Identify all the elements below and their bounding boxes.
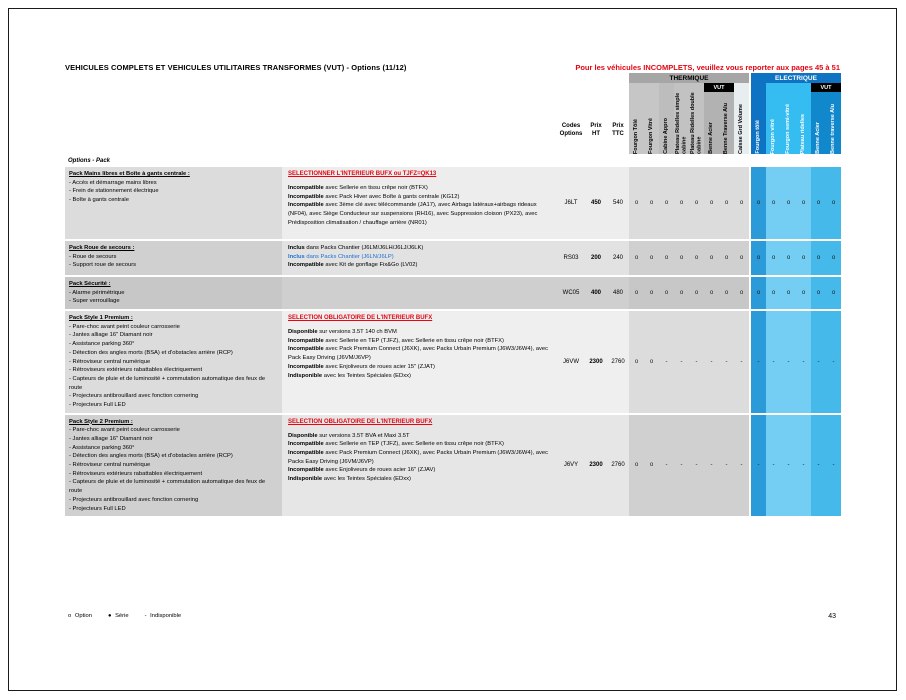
option-item: - Capteurs de pluie et de luminosité + commutation automatique des feux de route xyxy=(69,479,266,495)
option-title: Pack Mains libres et Boîte à gants centrale : xyxy=(69,171,190,177)
option-item: - Rétroviseurs extérieurs rabattables électriquement xyxy=(69,367,203,374)
column-header-label: Fourgon Vitré xyxy=(648,118,655,154)
price-ht-cell: 200 xyxy=(585,241,607,275)
option-row xyxy=(65,311,845,413)
availability-cell: o xyxy=(781,241,796,275)
note-line: Incompatible avec Sellerie en TEP (TJFZ), avec Sellerie en tissu crêpe noir (BTFX) xyxy=(288,337,504,344)
price-ht-cell: 2300 xyxy=(585,415,607,517)
price-ttc-cell: 240 xyxy=(607,241,629,275)
price-ttc-cell: 2760 xyxy=(607,311,629,413)
note-line: Disponible sur versions 3.5T BVA et Maxi 3.5T xyxy=(288,432,410,439)
note-header: SELECTIONNER L'INTERIEUR BUFX ou TJFZ=QK13 xyxy=(288,171,437,177)
option-code-cell: J6VW xyxy=(557,311,585,413)
availability-cell: - xyxy=(751,311,766,413)
options-table xyxy=(65,73,845,518)
column-header-label: Plateau ridelles xyxy=(800,113,807,154)
note-line: Disponible sur versions 3.5T 140 ch BVM xyxy=(288,329,397,336)
availability-cell: o xyxy=(644,241,659,275)
availability-cell: - xyxy=(796,311,811,413)
option-item: - Pare-choc avant peint couleur carrosserie xyxy=(69,323,180,330)
availability-cell: o xyxy=(811,241,826,275)
option-item: - Jantes alliage 16" Diamant noir xyxy=(69,332,153,339)
note-lead: Inclus xyxy=(288,245,305,251)
option-description-cell xyxy=(65,415,282,517)
option-item: - Projecteurs antibrouillard avec fonction cornering xyxy=(69,496,199,503)
prix-ht-header: Prix HT xyxy=(585,83,607,154)
column-group-thermique: THERMIQUE xyxy=(629,73,749,83)
availability-cell: o xyxy=(751,277,766,309)
column-header-1 xyxy=(644,83,659,154)
availability-cell: o xyxy=(674,241,689,275)
column-header-3 xyxy=(674,83,689,154)
availability-cell: o xyxy=(826,277,841,309)
price-ht-cell: 400 xyxy=(585,277,607,309)
note-line: Indisponible avec les Teintes Spéciales (EDxx) xyxy=(288,476,411,483)
availability-cell: o xyxy=(734,241,749,275)
note-lead: Incompatible xyxy=(288,185,324,191)
availability-cell: o xyxy=(689,277,704,309)
incomplete-vehicles-note: Pour les véhicules INCOMPLETS, veuillez vous reporter aux pages 45 à 51 xyxy=(575,63,840,72)
legend-symbol: ● xyxy=(107,613,112,619)
availability-cell: o xyxy=(734,167,749,239)
note-lead: Incompatible xyxy=(288,337,324,344)
column-header-9 xyxy=(766,83,781,154)
column-header-label: Benne Acier xyxy=(815,122,822,154)
option-title: Pack Roue de secours : xyxy=(69,245,135,251)
option-row xyxy=(65,241,845,275)
option-item: - Rétroviseurs extérieurs rabattables électriquement xyxy=(69,470,203,477)
availability-cell: o xyxy=(796,277,811,309)
option-item: - Super verrouillage xyxy=(69,298,120,305)
option-item: - Roue de secours xyxy=(69,253,117,260)
column-header-label: Cabine Appro xyxy=(663,118,670,154)
availability-cell: - xyxy=(781,415,796,517)
page-title: VEHICULES COMPLETS ET VEHICULES UTILITAIRES TRANSFORMES (VUT) - Options (11/12) xyxy=(65,63,407,72)
option-description-cell xyxy=(65,311,282,413)
vut-band: VUT xyxy=(704,83,734,92)
page-number: 43 xyxy=(828,613,836,620)
price-ht-cell: 450 xyxy=(585,167,607,239)
availability-cell: o xyxy=(704,241,719,275)
availability-cell: - xyxy=(734,311,749,413)
availability-cell: - xyxy=(689,311,704,413)
availability-cell: o xyxy=(629,241,644,275)
option-item: - Frein de stationnement électrique xyxy=(69,188,159,195)
section-label: Options - Pack xyxy=(68,157,111,164)
availability-cell: o xyxy=(659,241,674,275)
option-notes-cell xyxy=(282,311,557,413)
availability-cell: o xyxy=(781,167,796,239)
column-header-label: Fourgon vitré xyxy=(770,118,777,154)
column-header-label: Caisse Grd Volume xyxy=(738,103,745,154)
option-item: - Capteurs de pluie et de luminosité + commutation automatique des feux de route xyxy=(69,375,266,391)
availability-cell: - xyxy=(704,311,719,413)
column-header-6 xyxy=(719,83,734,154)
note-line: Incompatible avec Enjoliveurs de roues acier 16" (ZJAV) xyxy=(288,467,436,474)
availability-cell: o xyxy=(674,167,689,239)
availability-cell: - xyxy=(734,415,749,517)
option-row xyxy=(65,415,845,517)
note-lead: Incompatible xyxy=(288,363,324,370)
option-description-cell xyxy=(65,241,282,275)
option-notes-cell xyxy=(282,167,557,239)
group-row-spacer xyxy=(65,73,629,83)
availability-cell: o xyxy=(719,167,734,239)
availability-cell: o xyxy=(751,241,766,275)
column-header-label: Fourgon semi-vitré xyxy=(785,104,792,154)
column-header-13 xyxy=(826,83,841,154)
availability-cell: - xyxy=(826,415,841,517)
option-description-cell xyxy=(65,277,282,309)
note-line: Incompatible avec Sellerie en TEP (TJFZ), avec Sellerie en tissu crêpe noir (BTFX) xyxy=(288,441,504,448)
table-group-row xyxy=(65,73,845,83)
availability-cell: o xyxy=(796,167,811,239)
option-code-cell: RS03 xyxy=(557,241,585,275)
availability-cell: - xyxy=(811,415,826,517)
column-header-7 xyxy=(734,83,749,154)
option-item: - Boîte à gants centrale xyxy=(69,197,129,204)
note-lead: Indisponible xyxy=(288,476,323,483)
column-header-0 xyxy=(629,83,644,154)
note-line: Inclus dans Packs Chantier (J6LN/J6LP) xyxy=(288,253,394,260)
note-lead: Incompatible xyxy=(288,467,324,474)
option-item: - Projecteurs antibrouillard avec fonction cornering xyxy=(69,393,199,400)
legend xyxy=(68,613,181,619)
column-header-4 xyxy=(689,83,704,154)
option-item: - Assistance parking 360° xyxy=(69,341,135,348)
note-line: Incompatible avec 3ème clé avec télécommande (JA17), avec Airbags latéraux+airbags rideaux (NF04), avec Siège Conducteur sur suspensions (RH16), avec Suppression cloison (PX23), avec Prédisposition climatisation / chauffage arrière (NR01) xyxy=(288,202,538,226)
column-header-label: Benne Acier xyxy=(708,122,715,154)
availability-cell: - xyxy=(704,415,719,517)
table-header-row xyxy=(65,83,845,154)
option-item: - Assistance parking 360° xyxy=(69,444,135,451)
availability-cell: - xyxy=(659,311,674,413)
option-code-cell: WC05 xyxy=(557,277,585,309)
note-lead: Incompatible xyxy=(288,441,324,448)
availability-cell: - xyxy=(826,311,841,413)
option-title: Pack Sécurité : xyxy=(69,281,111,287)
legend-item: - Indisponible xyxy=(144,613,182,619)
availability-cell: - xyxy=(719,415,734,517)
note-lead: Disponible xyxy=(288,432,318,439)
column-header-label: Plateau Ridelles double cabine xyxy=(690,92,703,154)
availability-cell: o xyxy=(629,415,644,517)
option-row xyxy=(65,277,845,309)
option-notes-cell xyxy=(282,241,557,275)
section-label-row xyxy=(65,154,845,167)
option-notes-cell xyxy=(282,415,557,517)
column-header-label: Benne traverse Alu xyxy=(830,104,837,154)
availability-cell: o xyxy=(826,241,841,275)
option-item: - Jantes alliage 16" Diamant noir xyxy=(69,436,153,442)
availability-cell: - xyxy=(796,415,811,517)
note-line: Incompatible avec Pack Hiver avec Boîte à gants centrale (KG12) xyxy=(288,193,460,200)
legend-symbol: - xyxy=(144,613,147,619)
availability-cell: o xyxy=(644,311,659,413)
availability-cell: o xyxy=(719,241,734,275)
note-line: Incompatible avec Sellerie en tissu crêpe noir (BTFX) xyxy=(288,185,428,191)
availability-cell: - xyxy=(674,311,689,413)
note-line: Incompatible avec Pack Premium Connect (J6XK), avec Packs Urbain Premium (J6W3/J6W4), avec Pack Easy Driving (J6VM/J6VP) xyxy=(288,346,548,362)
option-description-cell xyxy=(65,167,282,239)
note-lead: Incompatible xyxy=(288,202,324,209)
note-lead: Incompatible xyxy=(288,450,324,456)
option-item: - Rétroviseur central numérique xyxy=(69,358,151,365)
option-notes-cell xyxy=(282,277,557,309)
availability-cell: - xyxy=(689,415,704,517)
legend-item: o Option xyxy=(68,613,92,619)
note-header: SELECTION OBLIGATOIRE DE L'INTERIEUR BUFX xyxy=(288,315,433,322)
price-ttc-cell: 2760 xyxy=(607,415,629,517)
availability-cell: o xyxy=(704,277,719,309)
availability-cell: o xyxy=(781,277,796,309)
option-item: - Détection des angles morts (BSA) et d'obstacles arrière (RCP) xyxy=(69,349,233,356)
column-header-11 xyxy=(796,83,811,154)
availability-cell: - xyxy=(751,415,766,517)
option-item: - Détection des angles morts (BSA) et d'obstacles arrière (RCP) xyxy=(69,453,233,460)
availability-cell: o xyxy=(719,277,734,309)
note-lead: Incompatible xyxy=(288,346,324,353)
availability-cell: - xyxy=(719,311,734,413)
availability-cell: o xyxy=(766,277,781,309)
availability-cell: o xyxy=(734,277,749,309)
option-item: - Alarme périmétrique xyxy=(69,289,125,296)
availability-cell: o xyxy=(629,311,644,413)
option-title: Pack Style 2 Premium : xyxy=(69,418,133,425)
availability-cell: o xyxy=(751,167,766,239)
availability-cell: o xyxy=(766,241,781,275)
note-lead: Indisponible xyxy=(288,372,323,379)
column-header-label: Plateau Ridelles simple cabine xyxy=(675,92,688,154)
price-ttc-cell: 540 xyxy=(607,167,629,239)
notes-header-spacer xyxy=(282,83,557,154)
availability-cell: - xyxy=(766,311,781,413)
availability-cell: o xyxy=(629,167,644,239)
availability-cell: o xyxy=(644,277,659,309)
description-header-spacer xyxy=(65,83,282,154)
note-line: Indisponible avec les Teintes Spéciales (EDxx) xyxy=(288,372,411,379)
column-header-12 xyxy=(811,83,826,154)
column-header-5 xyxy=(704,83,719,154)
note-lead: Incompatible xyxy=(288,193,324,200)
column-header-label: Fourgon tôlé xyxy=(755,120,762,154)
column-group-electrique: ELECTRIQUE xyxy=(751,73,841,83)
option-item: - Rétroviseur central numérique xyxy=(69,462,151,469)
note-line: Incompatible avec Enjoliveurs de roues acier 15" (ZJAT) xyxy=(288,363,435,370)
legend-item: ● Série xyxy=(107,613,129,619)
availability-cell: - xyxy=(766,415,781,517)
availability-cell: o xyxy=(644,167,659,239)
availability-cell: - xyxy=(781,311,796,413)
prix-ttc-header: Prix TTC xyxy=(607,83,629,154)
option-title: Pack Style 1 Premium : xyxy=(69,315,133,322)
option-item: - Projecteurs Full LED xyxy=(69,401,126,408)
option-item: - Accès et démarrage mains libres xyxy=(69,179,157,186)
column-header-8 xyxy=(751,83,766,154)
availability-cell: o xyxy=(796,241,811,275)
availability-cell: - xyxy=(659,415,674,517)
availability-cell: o xyxy=(811,277,826,309)
option-code-cell: J6LT xyxy=(557,167,585,239)
note-lead: Incompatible xyxy=(288,262,324,269)
option-item: - Projecteurs Full LED xyxy=(69,505,126,512)
availability-cell: o xyxy=(811,167,826,239)
note-line: Incompatible avec Pack Premium Connect (J6XK), avec Packs Urbain Premium (J6W3/J6W4), avec Packs Easy Driving (J6VM/J6VP) xyxy=(288,450,548,465)
availability-cell: o xyxy=(659,277,674,309)
price-ttc-cell: 480 xyxy=(607,277,629,309)
option-item: - Support roue de secours xyxy=(69,262,137,269)
note-line: Incompatible avec Kit de gonflage Fix&Go (LV02) xyxy=(288,262,418,269)
availability-cell: o xyxy=(766,167,781,239)
note-header: SELECTION OBLIGATOIRE DE L'INTERIEUR BUFX xyxy=(288,418,433,425)
column-header-label: Fourgon Tôlé xyxy=(633,118,640,154)
column-header-label: Benne Traverse Alu xyxy=(723,102,730,154)
availability-cell: o xyxy=(704,167,719,239)
note-line: Inclus dans Packs Chantier (J6LM/J6LH/J6LJ/J6LK) xyxy=(288,245,424,251)
legend-symbol: o xyxy=(68,613,72,619)
price-ht-cell: 2300 xyxy=(585,311,607,413)
availability-cell: o xyxy=(689,167,704,239)
availability-cell: o xyxy=(659,167,674,239)
vut-band: VUT xyxy=(811,83,841,92)
option-row xyxy=(65,167,845,239)
availability-cell: o xyxy=(826,167,841,239)
column-header-10 xyxy=(781,83,796,154)
option-item: - Pare-choc avant peint couleur carrosserie xyxy=(69,427,180,434)
note-lead: Disponible xyxy=(288,329,318,336)
availability-cell: o xyxy=(629,277,644,309)
availability-cell: o xyxy=(689,241,704,275)
note-lead: Inclus xyxy=(288,253,305,260)
availability-cell: o xyxy=(644,415,659,517)
codes-options-header: Codes Options xyxy=(557,83,585,154)
availability-cell: - xyxy=(811,311,826,413)
option-code-cell: J6VY xyxy=(557,415,585,517)
availability-cell: - xyxy=(674,415,689,517)
column-header-2 xyxy=(659,83,674,154)
availability-cell: o xyxy=(674,277,689,309)
